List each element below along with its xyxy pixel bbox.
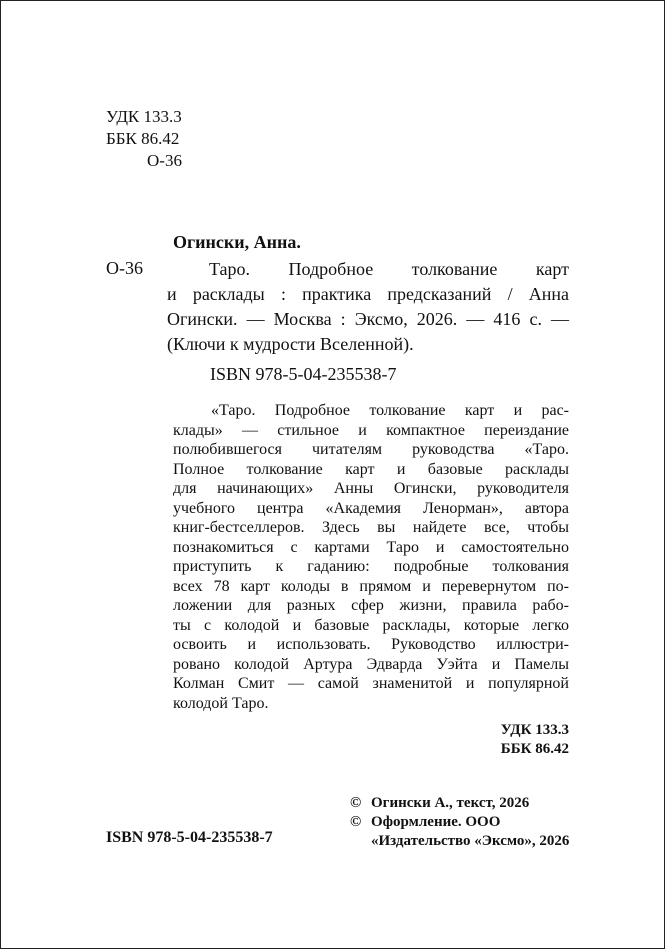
annotation-line: «Таро. Подробное толкование карт и рас-: [211, 402, 569, 419]
annotation-line: ровано колодой Артура Эдварда Уэйта и Памелы: [173, 655, 569, 673]
udk-code-right: УДК 133.3: [500, 722, 569, 738]
annotation-line: учебного центра «Академия Ленорман», автора: [173, 499, 569, 517]
annotation-line: приступить к гаданию: подробные толкования: [173, 558, 569, 575]
bib-line: (Ключи к мудрости Вселенной).: [167, 334, 414, 354]
bib-line: Огински. — Москва : Эксмо, 2026. — 416 с. —: [167, 309, 569, 329]
isbn-top: ISBN 978-5-04-235538-7: [210, 364, 397, 384]
copyright-line-design: [350, 813, 572, 832]
bbk-code: ББК 86.42: [106, 129, 180, 148]
bib-line: и расклады : практика предсказаний / Анна: [167, 284, 569, 304]
annotation-line: полюбившегося читателям руководства «Таро.: [173, 441, 569, 458]
copyright-symbol: ©: [350, 814, 362, 830]
annotation-line: колодой Таро.: [173, 694, 269, 712]
annotation-line: познакомиться с картами Таро и самостоятельно: [173, 538, 569, 556]
annotation-line: всех 78 карт колоды в прямом и перевернутом по-: [173, 577, 569, 595]
author-sign-left: О-36: [106, 258, 143, 278]
copyright-line-text: [350, 794, 572, 813]
annotation-line: освоить и использовать. Руководство иллюстри-: [173, 636, 569, 653]
classification-right: [501, 721, 569, 759]
annotation-line: ты с колодой и базовые расклады, которые легко: [173, 616, 569, 634]
annotation-line: клады» — стильное и компактное переиздание: [173, 421, 569, 439]
copyright-publisher: «Издательство «Эксмо», 2026: [371, 833, 570, 849]
annotation: [173, 401, 569, 713]
annotation-line: книг-бестселлеров. Здесь вы найдете все, чтобы: [173, 519, 569, 536]
copyright-block: [350, 794, 572, 851]
classification-block: [106, 106, 182, 172]
copyright-design: Оформление. ООО: [371, 814, 501, 830]
bibliographic-description: [167, 257, 569, 357]
annotation-line: Полное толкование карт и базовые расклады: [173, 460, 569, 478]
bbk-code-right: ББК 86.42: [500, 741, 569, 757]
bib-line: Таро. Подробное толкование карт: [209, 259, 569, 279]
copyright-text: Огински А., текст, 2026: [371, 795, 530, 811]
annotation-line: Колман Смит — самой знаменитой и популярной: [173, 675, 569, 692]
udk-code: УДК 133.3: [106, 107, 182, 126]
isbn-bottom: ISBN 978-5-04-235538-7: [106, 829, 273, 846]
annotation-line: для начинающих» Анны Огински, руководителя: [173, 480, 569, 497]
author-sign: О-36: [147, 151, 182, 170]
copyright-symbol: ©: [350, 795, 362, 811]
author-heading: Огински, Анна.: [173, 232, 301, 252]
annotation-line: ложении для разных сфер жизни, правила рабо-: [173, 597, 569, 614]
